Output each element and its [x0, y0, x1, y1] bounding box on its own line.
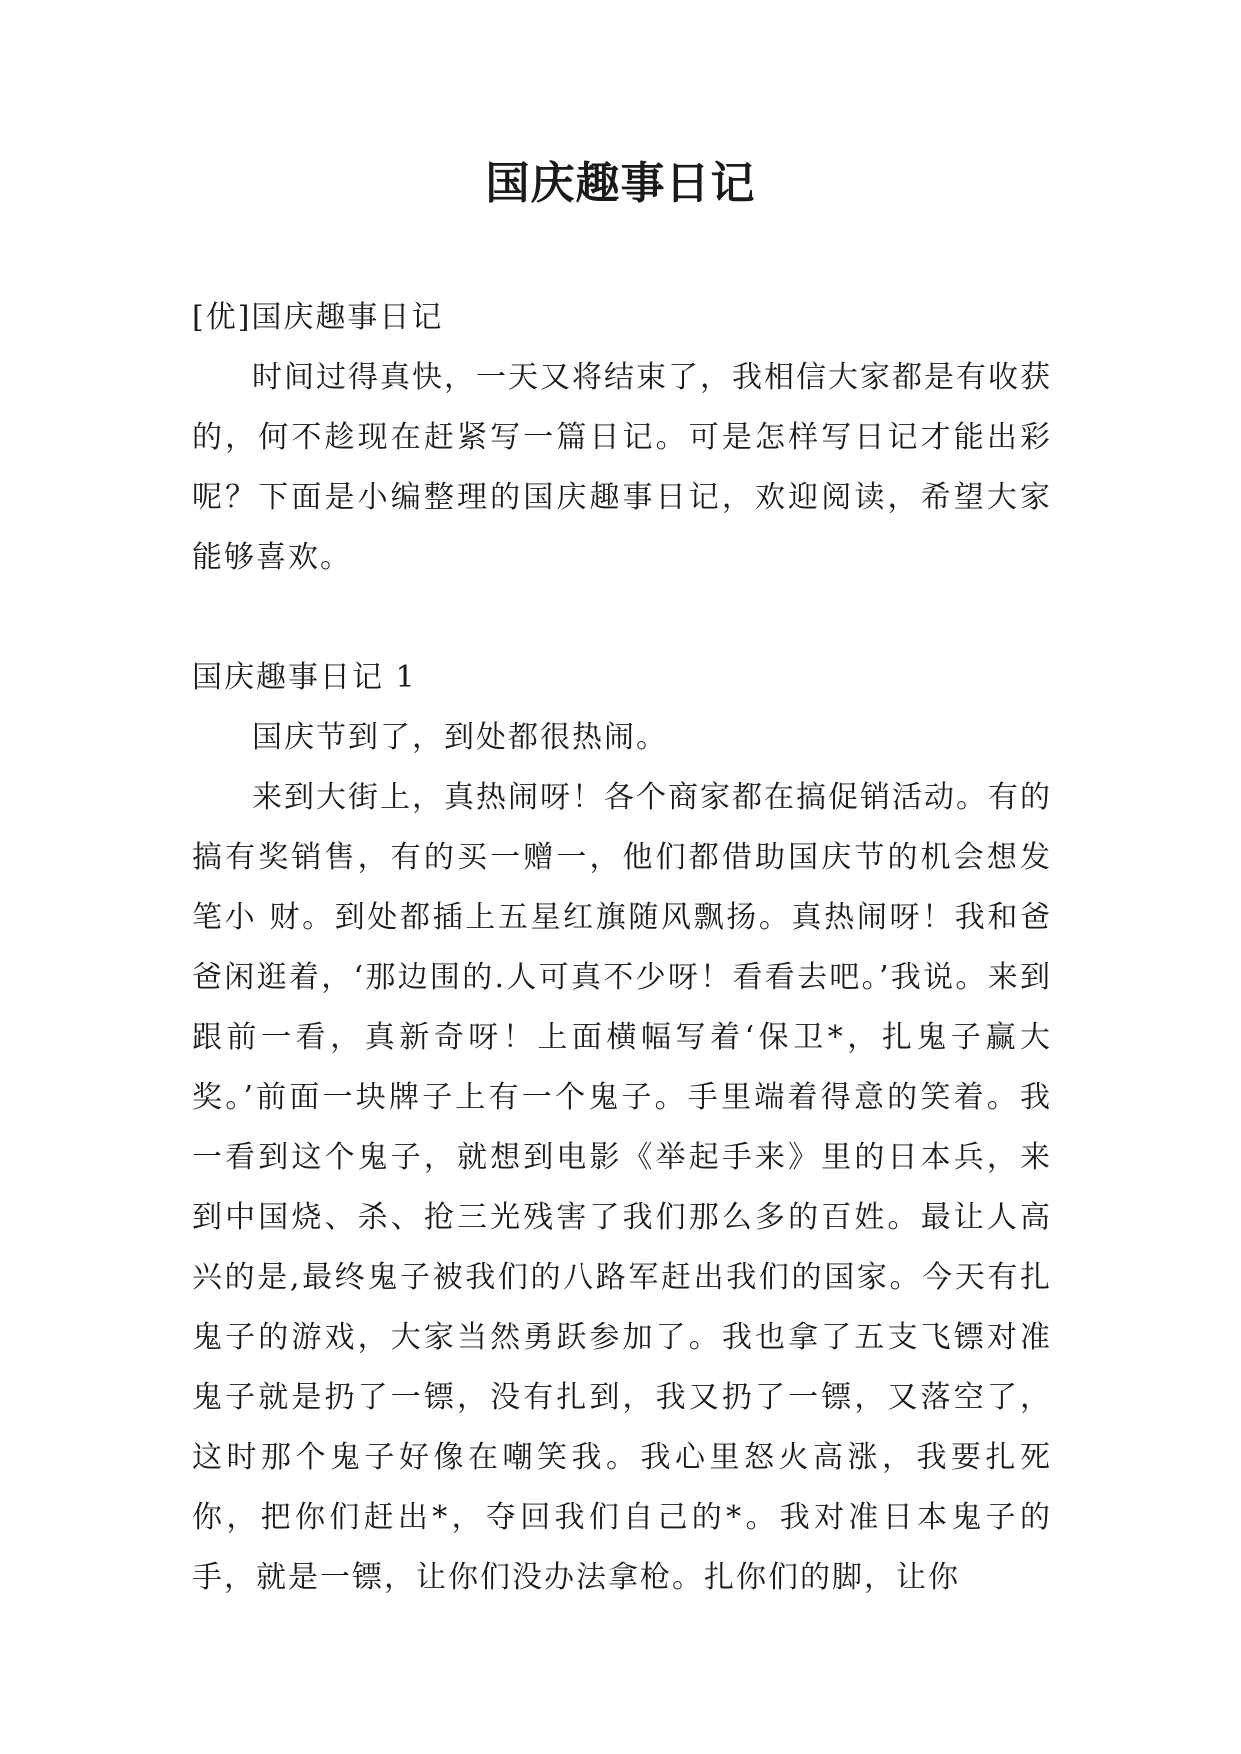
paragraph-gap [192, 588, 1052, 648]
subtitle-line: [优]国庆趣事日记 [192, 300, 444, 335]
document-title: 国庆趣事日记 [485, 158, 756, 209]
section-paragraph-1: 国庆节到了，到处都很热闹。 [252, 720, 668, 755]
section-heading: 国庆趣事日记 1 [192, 660, 417, 695]
document-body [192, 288, 1052, 1608]
intro-paragraph: 时间过得真快，一天又将结束了，我相信大家都是有收获的，何不趁现在赶紧写一篇日记。可是怎样写日记才能出彩呢？下面是小编整理的国庆趣事日记，欢迎阅读，希望大家能够喜欢。 [192, 360, 1052, 575]
section-paragraph-2: 来到大街上，真热闹呀！各个商家都在搞促销活动。有的搞有奖销售，有的买一赠一，他们都借助国庆节的机会想发笔小 财。到处都插上五星红旗随风飘扬。真热闹呀！我和爸爸闲逛着，‘那边围的.人可真不少呀！看看去吧。’我说。来到跟前一看，真新奇呀！上面横幅写着‘保卫*，扎鬼子赢大奖。’前面一块牌子上有一个鬼子。手里端着得意的笑着。我一看到这个鬼子，就想到电影《举起手来》里的日本兵，来到中国烧、杀、抢三光残害了我们那么多的百姓。最让人高兴的是,最终鬼子被我们的八路军赶出我们的国家。今天有扎鬼子的游戏，大家当然勇跃参加了。我也拿了五支飞镖对准鬼子就是扔了一镖，没有扎到，我又扔了一镖，又落空了，这时那个鬼子好像在嘲笑我。我心里怒火高涨，我要扎死你，把你们赶出*，夺回我们自己的*。我对准日本鬼子的手，就是一镖，让你们没办法拿枪。扎你们的脚，让你 [192, 780, 1052, 1595]
